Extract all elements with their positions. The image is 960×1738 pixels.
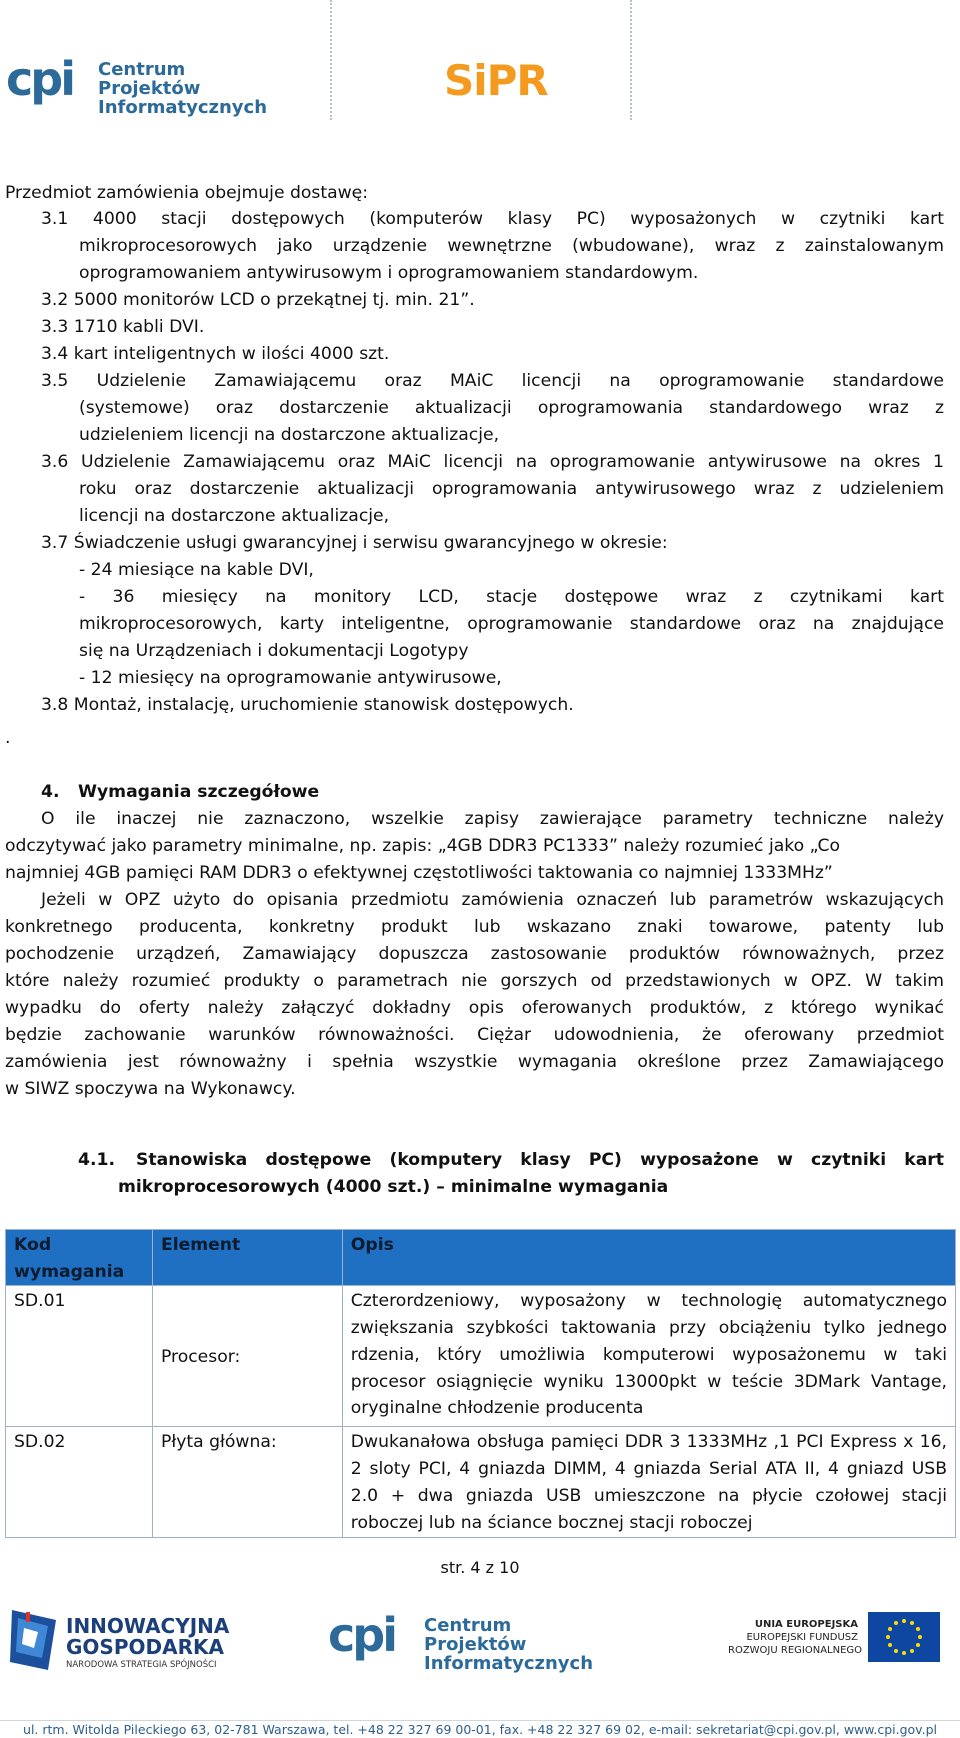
row2-desc: Dwukanałowa obsługa pamięci DDR 3 1333MHz ,1 PCI Express x 16, 2 sloty PCI, 4 gniazda DIMM, 4 gniazda Serial ATA II, 4 gniazd USB 2.0 + dwa gniazda USB umieszczone na płycie czołowej stacji roboczej lub na ściance bocznej stacji roboczej bbox=[350, 1432, 947, 1533]
item-3-7-b-line2: mikroprocesorowych, karty inteligentne, oprogramowanie standardowe oraz na znajdujące bbox=[79, 614, 944, 634]
eu-line2: EUROPEJSKI FUNDUSZ bbox=[746, 1632, 858, 1643]
cpi-footer-line2: Informatycznych bbox=[424, 1653, 594, 1674]
cpi-footer-text bbox=[424, 1616, 608, 1673]
section-4-title: Wymagania szczegółowe bbox=[78, 782, 320, 802]
intro-text: Przedmiot zamówienia obejmuje dostawę: bbox=[5, 183, 369, 203]
table-row bbox=[6, 1286, 956, 1427]
eu-line1: UNIA EUROPEJSKA bbox=[754, 1619, 858, 1630]
section-4-para2-line8: w SIWZ spoczywa na Wykonawcy. bbox=[5, 1079, 296, 1099]
item-3-2: 3.2 5000 monitorów LCD o przekątnej tj. min. 21”. bbox=[41, 290, 475, 310]
section-4-para2-line5: wypadku do oferty należy załączyć dokładny opis oferowanych produktów, z którego wynikać bbox=[5, 998, 944, 1018]
section-4-para1-line3: najmniej 4GB pamięci RAM DDR3 o efektywnej częstotliwości taktowania co najmniej 1333MHz” bbox=[5, 863, 833, 883]
item-3-1-line1: 3.1 4000 stacji dostępowych (komputerów klasy PC) wyposażonych w czytniki kart bbox=[41, 209, 944, 229]
item-3-8: 3.8 Montaż, instalację, uruchomienie stanowisk dostępowych. bbox=[41, 695, 574, 715]
requirements-table bbox=[5, 1229, 956, 1538]
item-3-7-b-line1: - 36 miesięcy na monitory LCD, stacje dostępowe wraz z czytnikami kart bbox=[79, 587, 944, 607]
cpi-footer-line1: Centrum Projektów bbox=[424, 1615, 527, 1655]
row1-element: Procesor: bbox=[160, 1347, 241, 1368]
footer-divider bbox=[0, 1720, 960, 1721]
row1-code-cell bbox=[6, 1286, 153, 1427]
cpi-logo-line2: Informatycznych bbox=[98, 97, 268, 118]
section-4-para2-line4: które należy rozumieć produkty o parametrach nie gorszych od przedstawionych w OPZ. W takim bbox=[5, 971, 944, 991]
row1-element-cell bbox=[152, 1286, 342, 1427]
page-number: str. 4 z 10 bbox=[440, 1558, 520, 1577]
item-3-7: 3.7 Świadczenie usługi gwarancyjnej i serwisu gwarancyjnego w okresie: bbox=[41, 533, 668, 553]
item-3-5-line3: udzieleniem licencji na dostarczone aktualizacje, bbox=[79, 425, 500, 445]
header-desc: Opis bbox=[350, 1235, 394, 1255]
item-3-7-c: - 12 miesięcy na oprogramowanie antywirusowe, bbox=[79, 668, 502, 688]
header-element-cell bbox=[152, 1230, 342, 1286]
cpi-logo-mark: cpi bbox=[6, 52, 73, 106]
row1-desc: Czterordzeniowy, wyposażony w technologię automatycznego zwiększania szybkości taktowania przy obciążeniu tylko jednego rdzenia, który umożliwia komputerowi wyposażonemu w taki procesor osiągnięcie wyniku 13000pkt w teście 3DMark Vantage, oryginalne chłodzenie producenta bbox=[350, 1291, 947, 1419]
cpi-footer-logo bbox=[328, 1608, 608, 1674]
item-3-6-line2: roku oraz dostarczenie aktualizacji oprogramowania antywirusowego wraz z udzieleniem bbox=[79, 479, 944, 499]
item-3-6-line3: licencji na dostarczone aktualizacje, bbox=[79, 506, 390, 526]
section-4-1-title-line1: Stanowiska dostępowe (komputery klasy PC) wyposażone w czytniki kart bbox=[136, 1150, 944, 1170]
eu-logo bbox=[728, 1612, 954, 1672]
row2-element: Płyta główna: bbox=[160, 1432, 277, 1453]
header-desc-cell bbox=[342, 1230, 955, 1286]
row1-code: SD.01 bbox=[14, 1291, 66, 1312]
header-code: Kod wymagania bbox=[14, 1235, 125, 1282]
eu-flag-icon bbox=[868, 1612, 940, 1662]
sipr-logo: SiPR bbox=[444, 56, 548, 105]
item-3-5-line1: 3.5 Udzielenie Zamawiającemu oraz MAiC licencji na oprogramowanie standardowe bbox=[41, 371, 944, 391]
item-3-6-line1: 3.6 Udzielenie Zamawiającemu oraz MAiC licencji na oprogramowanie antywirusowe na okres 1 bbox=[41, 452, 944, 472]
item-3-1-line3: oprogramowaniem antywirusowym i oprogramowaniem standardowym. bbox=[79, 263, 699, 283]
item-3-3: 3.3 1710 kabli DVI. bbox=[41, 317, 205, 337]
row2-code: SD.02 bbox=[14, 1432, 66, 1453]
section-4-para2-line6: będzie zachowanie warunków równoważności. Ciężar udowodnienia, że oferowany przedmiot bbox=[5, 1025, 944, 1045]
cpi-logo-line1: Centrum Projektów bbox=[98, 59, 201, 99]
header-element: Element bbox=[160, 1235, 241, 1255]
row2-code-cell bbox=[6, 1427, 153, 1538]
eu-text bbox=[728, 1618, 863, 1657]
stray-dot: . bbox=[5, 728, 11, 748]
item-3-5-line2: (systemowe) oraz dostarczenie aktualizacji oprogramowania standardowego wraz z bbox=[79, 398, 944, 418]
row1-desc-cell bbox=[342, 1286, 955, 1427]
header-divider-right bbox=[630, 0, 632, 120]
innowacyjna-gospodarka-logo bbox=[8, 1604, 248, 1676]
section-4-para1-line2: odczytywać jako parametry minimalne, np. zapis: „4GB DDR3 PC1333” należy rozumieć jako „Co bbox=[5, 836, 841, 856]
section-4-para2-line1: Jeżeli w OPZ użyto do opisania przedmiotu zamówienia oznaczeń lub parametrów wskazujących bbox=[41, 890, 944, 910]
table-row bbox=[6, 1427, 956, 1538]
header-divider-left bbox=[330, 0, 332, 120]
cpi-logo bbox=[6, 52, 276, 118]
item-3-4: 3.4 kart inteligentnych w ilości 4000 szt. bbox=[41, 344, 390, 364]
table-header-row bbox=[6, 1230, 956, 1286]
innowacyjna-gospodarka-emblem-icon bbox=[8, 1604, 60, 1674]
cpi-footer-mark: cpi bbox=[328, 1608, 395, 1662]
section-4-1-title-line2: mikroprocesorowych (4000 szt.) – minimalne wymagania bbox=[118, 1177, 669, 1197]
ig-line1: INNOWACYJNA bbox=[66, 1614, 230, 1638]
footer-address: ul. rtm. Witolda Pileckiego 63, 02-781 Warszawa, tel. +48 22 327 69 00-01, fax. +48 22 327 69 02, e-mail: sekretariat@cpi.gov.pl, www.cpi.gov.pl bbox=[23, 1722, 937, 1737]
item-3-7-a: - 24 miesiące na kable DVI, bbox=[79, 560, 314, 580]
row2-element-cell bbox=[152, 1427, 342, 1538]
section-4-1-number: 4.1. bbox=[78, 1150, 115, 1170]
ig-line2: GOSPODARKA bbox=[66, 1635, 224, 1659]
section-4-number: 4. bbox=[41, 782, 60, 802]
section-4-para2-line3: pochodzenie urządzeń, Zamawiający dopuszcza zastosowanie produktów równoważnych, przez bbox=[5, 944, 944, 964]
row2-desc-cell bbox=[342, 1427, 955, 1538]
section-4-para2-line2: konkretnego producenta, konkretny produkt lub wskazano znaki towarowe, patenty lub bbox=[5, 917, 944, 937]
item-3-1-line2: mikroprocesorowych jako urządzenie wewnętrzne (wbudowane), wraz z zainstalowanym bbox=[79, 236, 944, 256]
section-4-para1-line1: O ile inaczej nie zaznaczono, wszelkie zapisy zawierające parametry techniczne należy bbox=[41, 809, 944, 829]
ig-line3: NARODOWA STRATEGIA SPÓJNOŚCI bbox=[66, 1660, 217, 1670]
cpi-logo-text bbox=[98, 60, 276, 117]
eu-line3: ROZWOJU REGIONALNEGO bbox=[728, 1645, 863, 1656]
section-4-para2-line7: zamówienia jest równoważny i spełnia wszystkie wymagania określone przez Zamawiającego bbox=[5, 1052, 944, 1072]
item-3-7-b-line3: się na Urządzeniach i dokumentacji Logotypy bbox=[79, 641, 469, 661]
header-code-cell bbox=[6, 1230, 153, 1286]
